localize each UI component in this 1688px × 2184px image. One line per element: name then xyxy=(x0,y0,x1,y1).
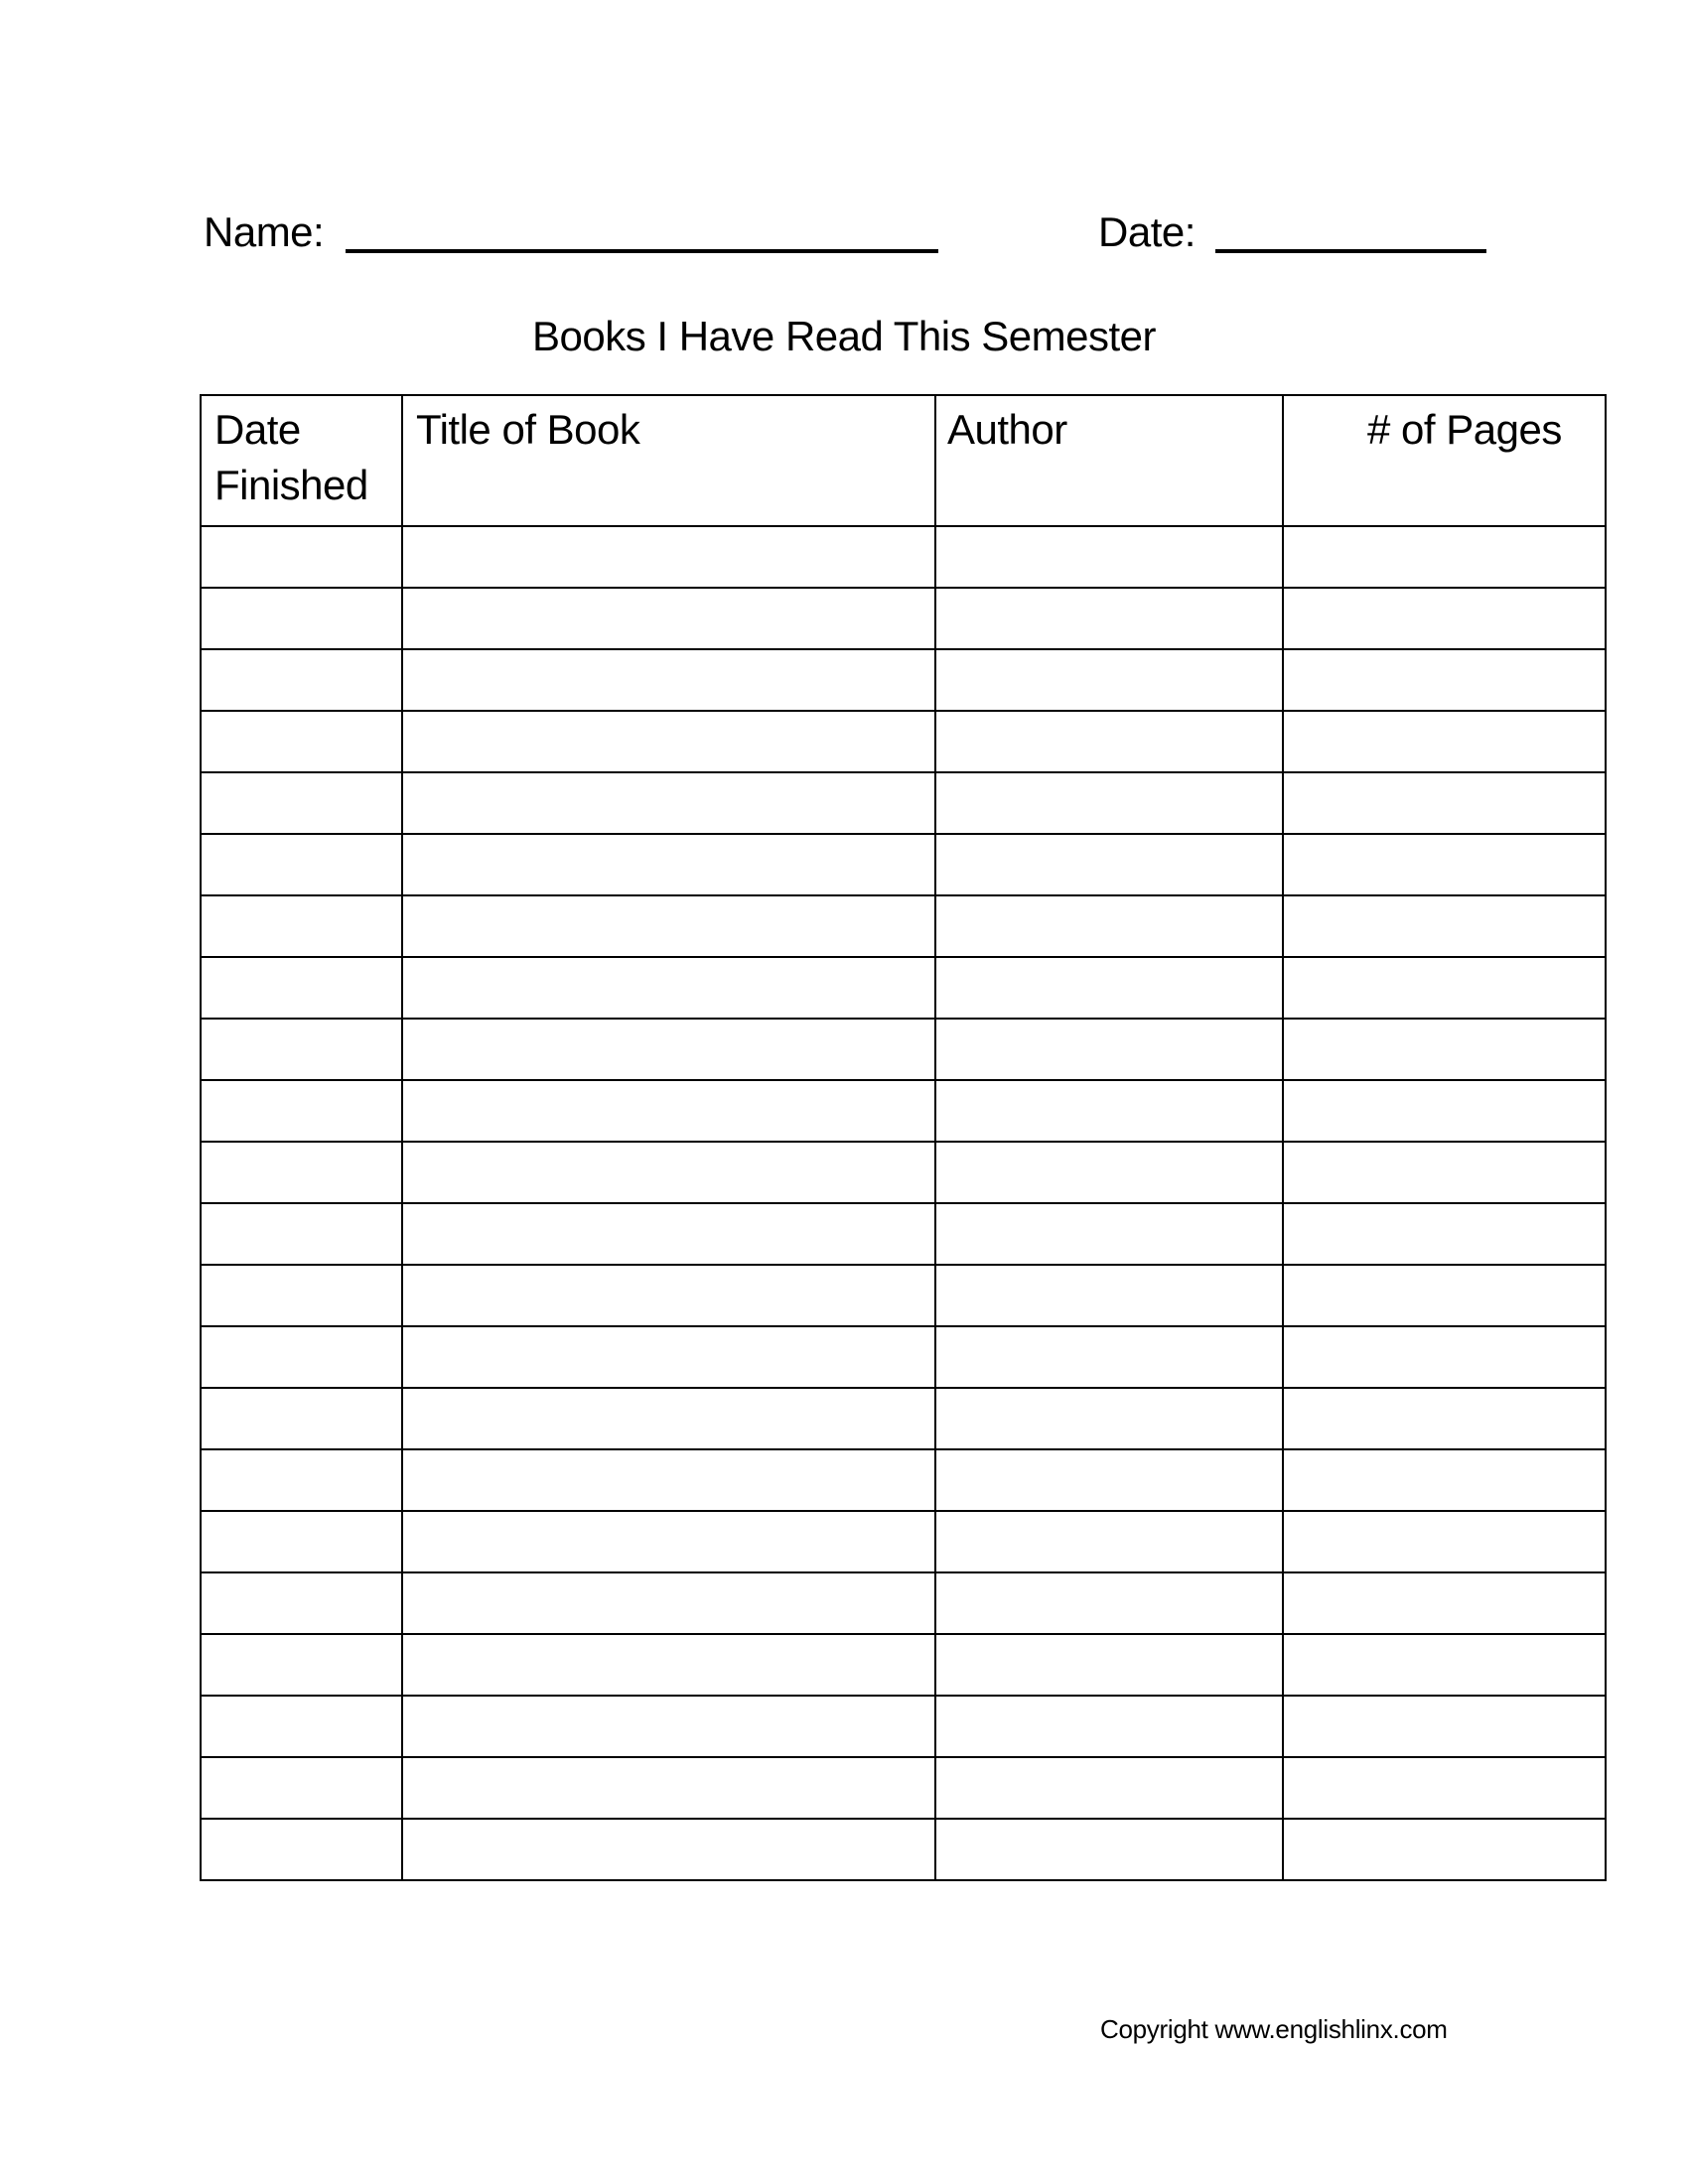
title-cell[interactable] xyxy=(402,957,935,1019)
title-cell[interactable] xyxy=(402,1080,935,1142)
title-cell[interactable] xyxy=(402,649,935,711)
worksheet-title: Books I Have Read This Semester xyxy=(531,313,1156,359)
pages-cell[interactable] xyxy=(1283,526,1606,588)
title-cell[interactable] xyxy=(402,1203,935,1265)
author-cell[interactable] xyxy=(935,1757,1283,1819)
pages-cell[interactable] xyxy=(1283,895,1606,957)
column-header-title-of-book xyxy=(402,395,935,526)
table-row xyxy=(201,1080,1606,1142)
date-finished-cell[interactable] xyxy=(201,1080,402,1142)
author-cell[interactable] xyxy=(935,1388,1283,1449)
author-cell[interactable] xyxy=(935,1511,1283,1572)
date-finished-cell[interactable] xyxy=(201,834,402,895)
author-cell[interactable] xyxy=(935,1696,1283,1757)
date-finished-cell[interactable] xyxy=(201,1326,402,1388)
author-cell[interactable] xyxy=(935,649,1283,711)
date-finished-cell[interactable] xyxy=(201,1449,402,1511)
author-cell[interactable] xyxy=(935,1572,1283,1634)
pages-cell[interactable] xyxy=(1283,1449,1606,1511)
date-finished-cell[interactable] xyxy=(201,1511,402,1572)
title-cell[interactable] xyxy=(402,711,935,772)
table-row xyxy=(201,1019,1606,1080)
pages-cell[interactable] xyxy=(1283,1265,1606,1326)
title-cell[interactable] xyxy=(402,1696,935,1757)
date-finished-cell[interactable] xyxy=(201,588,402,649)
table-row xyxy=(201,1142,1606,1203)
date-finished-cell[interactable] xyxy=(201,526,402,588)
column-header-number-of-pages xyxy=(1283,395,1606,526)
title-cell[interactable] xyxy=(402,1142,935,1203)
author-cell[interactable] xyxy=(935,834,1283,895)
date-finished-cell[interactable] xyxy=(201,1142,402,1203)
author-cell[interactable] xyxy=(935,772,1283,834)
name-label: Name: xyxy=(204,208,325,255)
pages-cell[interactable] xyxy=(1283,1142,1606,1203)
author-cell[interactable] xyxy=(935,711,1283,772)
date-finished-cell[interactable] xyxy=(201,1696,402,1757)
author-cell[interactable] xyxy=(935,1080,1283,1142)
date-finished-cell[interactable] xyxy=(201,1634,402,1696)
name-field-line[interactable] xyxy=(346,249,938,253)
table-row xyxy=(201,1696,1606,1757)
table-row xyxy=(201,1757,1606,1819)
date-finished-cell[interactable] xyxy=(201,1757,402,1819)
author-cell[interactable] xyxy=(935,1265,1283,1326)
date-label: Date: xyxy=(1098,208,1196,255)
date-finished-cell[interactable] xyxy=(201,772,402,834)
pages-cell[interactable] xyxy=(1283,834,1606,895)
author-cell[interactable] xyxy=(935,1142,1283,1203)
table-row xyxy=(201,711,1606,772)
pages-cell[interactable] xyxy=(1283,649,1606,711)
title-cell[interactable] xyxy=(402,772,935,834)
table-row xyxy=(201,1326,1606,1388)
author-cell[interactable] xyxy=(935,1019,1283,1080)
title-cell[interactable] xyxy=(402,1326,935,1388)
table-row xyxy=(201,1449,1606,1511)
date-finished-cell[interactable] xyxy=(201,1819,402,1880)
pages-cell[interactable] xyxy=(1283,711,1606,772)
column-header-line: # of Pages xyxy=(1367,406,1562,453)
author-cell[interactable] xyxy=(935,895,1283,957)
title-cell[interactable] xyxy=(402,1819,935,1880)
column-header-line: Finished xyxy=(214,462,368,508)
title-cell[interactable] xyxy=(402,1388,935,1449)
pages-cell[interactable] xyxy=(1283,1080,1606,1142)
title-cell[interactable] xyxy=(402,1572,935,1634)
title-cell[interactable] xyxy=(402,1019,935,1080)
author-cell[interactable] xyxy=(935,526,1283,588)
column-header-date-finished xyxy=(201,395,402,526)
copyright-notice: Copyright www.englishlinx.com xyxy=(1100,2014,1448,2044)
pages-cell[interactable] xyxy=(1283,1634,1606,1696)
table-row xyxy=(201,1203,1606,1265)
table-row xyxy=(201,526,1606,588)
title-cell[interactable] xyxy=(402,895,935,957)
table-row xyxy=(201,1265,1606,1326)
pages-cell[interactable] xyxy=(1283,588,1606,649)
date-finished-cell[interactable] xyxy=(201,1572,402,1634)
pages-cell[interactable] xyxy=(1283,1203,1606,1265)
date-finished-cell[interactable] xyxy=(201,711,402,772)
table-row xyxy=(201,649,1606,711)
table-header-row xyxy=(201,395,1606,526)
title-cell[interactable] xyxy=(402,1265,935,1326)
pages-cell[interactable] xyxy=(1283,1511,1606,1572)
reading-log-table xyxy=(200,394,1607,1881)
column-header-line: Author xyxy=(947,406,1067,453)
table-row xyxy=(201,772,1606,834)
table-row xyxy=(201,834,1606,895)
title-cell[interactable] xyxy=(402,834,935,895)
author-cell[interactable] xyxy=(935,1634,1283,1696)
author-cell[interactable] xyxy=(935,1326,1283,1388)
title-cell[interactable] xyxy=(402,526,935,588)
title-cell[interactable] xyxy=(402,1449,935,1511)
table-body xyxy=(201,526,1606,1880)
title-cell[interactable] xyxy=(402,1634,935,1696)
date-finished-cell[interactable] xyxy=(201,1388,402,1449)
table-row xyxy=(201,1819,1606,1880)
pages-cell[interactable] xyxy=(1283,1326,1606,1388)
title-cell[interactable] xyxy=(402,1511,935,1572)
author-cell[interactable] xyxy=(935,588,1283,649)
author-cell[interactable] xyxy=(935,1203,1283,1265)
table-row xyxy=(201,1388,1606,1449)
pages-cell[interactable] xyxy=(1283,957,1606,1019)
table-row xyxy=(201,1511,1606,1572)
title-cell[interactable] xyxy=(402,588,935,649)
column-header-line: Date xyxy=(214,406,301,453)
table-row xyxy=(201,1634,1606,1696)
column-header-author xyxy=(935,395,1283,526)
pages-cell[interactable] xyxy=(1283,1572,1606,1634)
pages-cell[interactable] xyxy=(1283,1019,1606,1080)
pages-cell[interactable] xyxy=(1283,1388,1606,1449)
author-cell[interactable] xyxy=(935,1819,1283,1880)
pages-cell[interactable] xyxy=(1283,1696,1606,1757)
date-finished-cell[interactable] xyxy=(201,895,402,957)
pages-cell[interactable] xyxy=(1283,1819,1606,1880)
date-finished-cell[interactable] xyxy=(201,1203,402,1265)
table-row xyxy=(201,588,1606,649)
date-finished-cell[interactable] xyxy=(201,649,402,711)
date-finished-cell[interactable] xyxy=(201,957,402,1019)
date-finished-cell[interactable] xyxy=(201,1265,402,1326)
date-field-line[interactable] xyxy=(1215,249,1486,253)
author-cell[interactable] xyxy=(935,1449,1283,1511)
author-cell[interactable] xyxy=(935,957,1283,1019)
title-cell[interactable] xyxy=(402,1757,935,1819)
column-header-line: Title of Book xyxy=(416,406,640,453)
pages-cell[interactable] xyxy=(1283,772,1606,834)
table-row xyxy=(201,957,1606,1019)
table-row xyxy=(201,895,1606,957)
pages-cell[interactable] xyxy=(1283,1757,1606,1819)
date-finished-cell[interactable] xyxy=(201,1019,402,1080)
table-row xyxy=(201,1572,1606,1634)
